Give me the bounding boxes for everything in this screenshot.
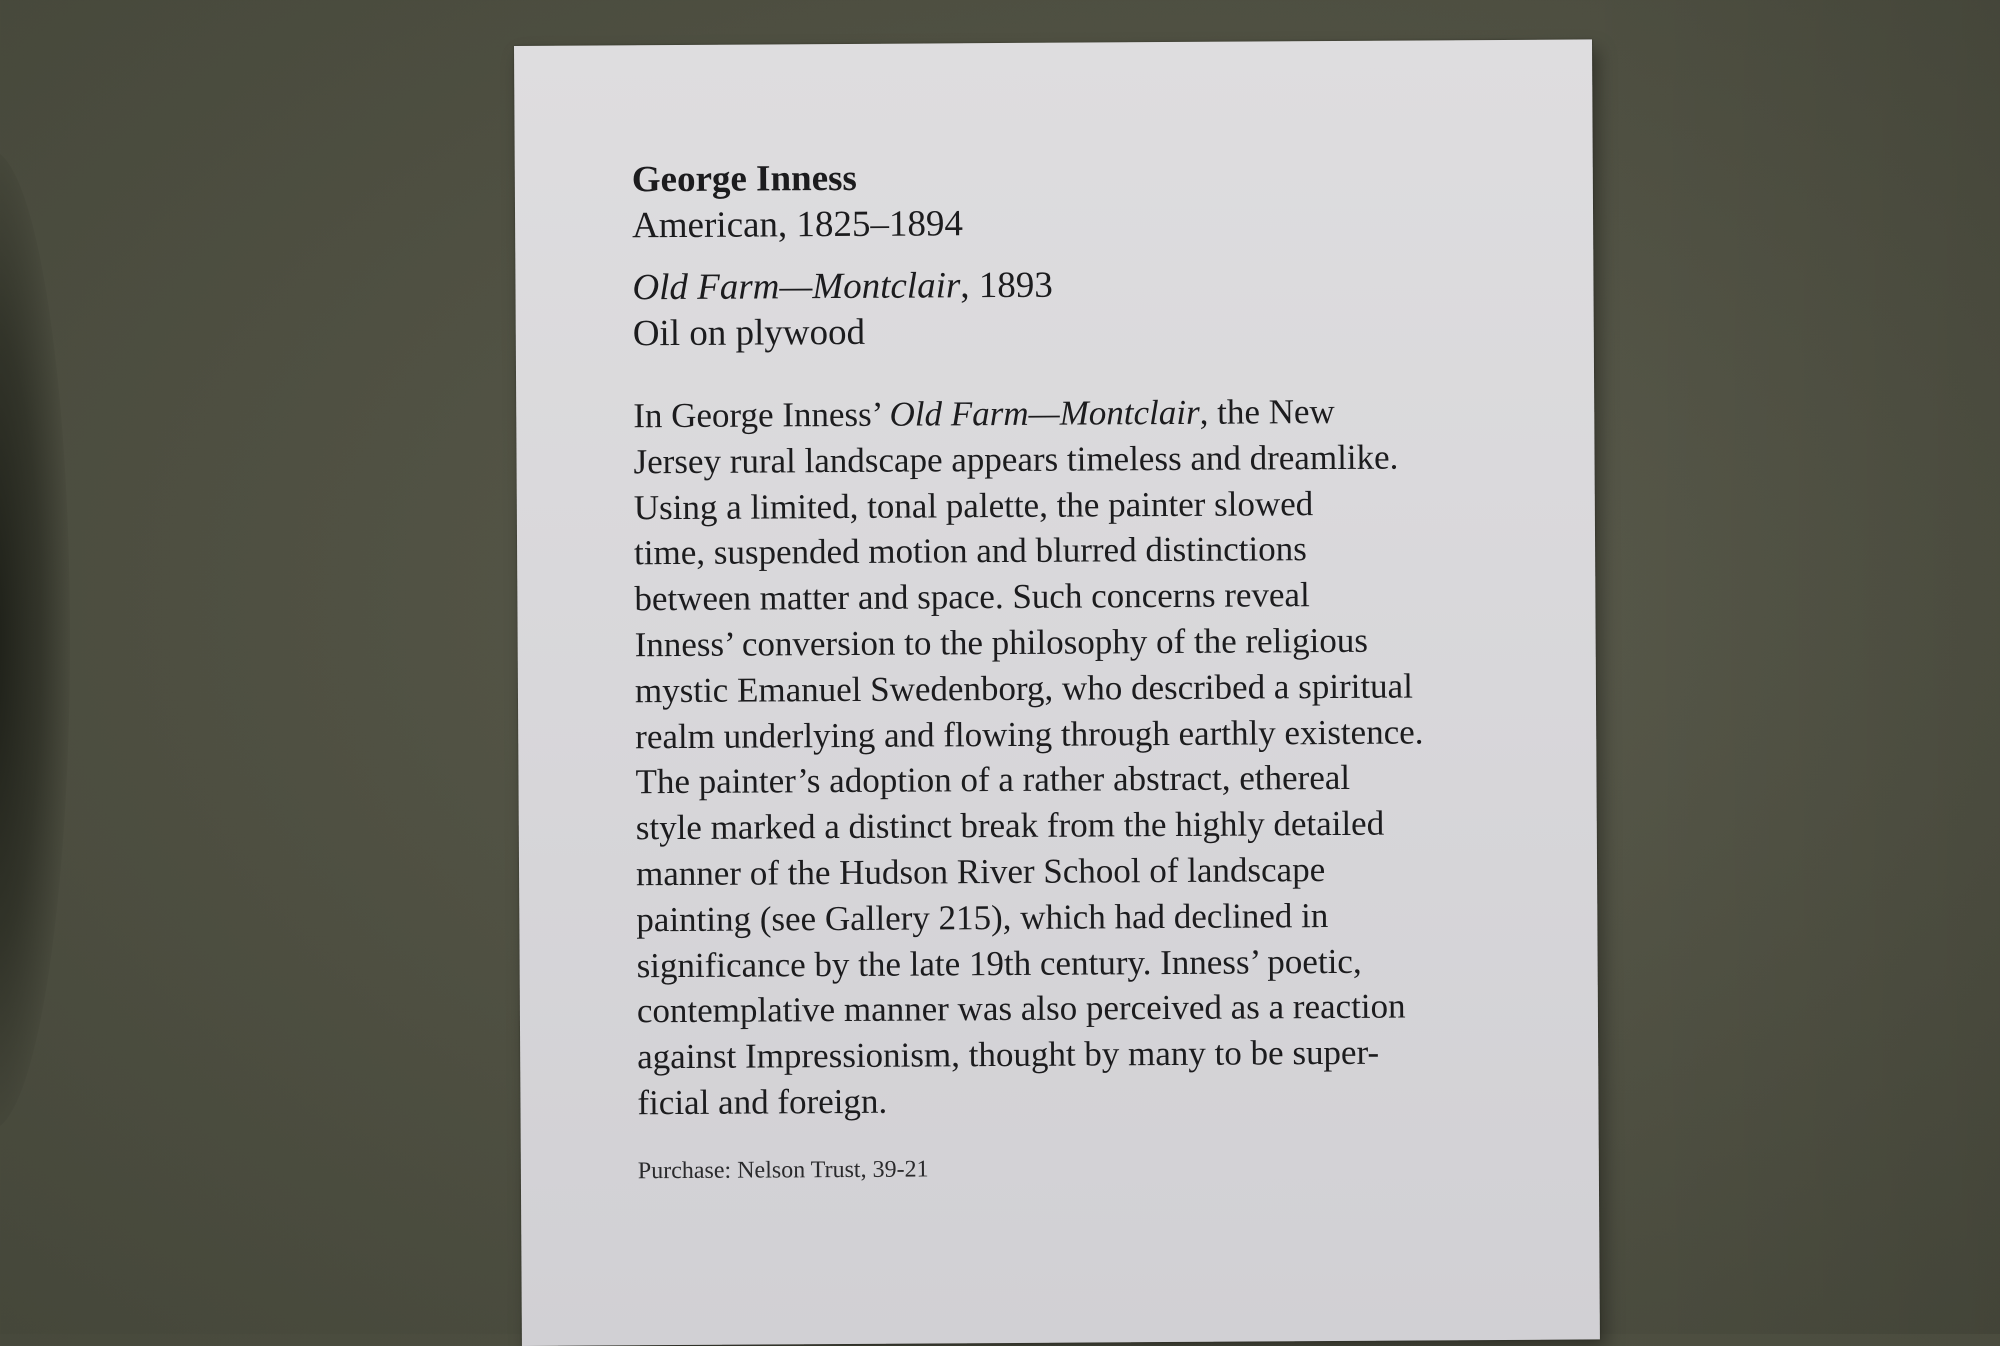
artist-name: George Inness — [631, 157, 858, 201]
artwork-medium: Oil on plywood — [632, 311, 866, 355]
description-line: ficial and foreign. — [637, 1081, 888, 1123]
description-line: painting (see Gallery 215), which had declined in — [636, 895, 1329, 940]
description-line: Using a limited, tonal palette, the painter slowed — [633, 483, 1314, 527]
description-line: realm underlying and flowing through earthly existence. — [635, 712, 1424, 756]
description-line: contemplative manner was also perceived as a reaction — [636, 986, 1406, 1031]
description-line: Jersey rural landscape appears timeless and dreamlike. — [633, 437, 1399, 482]
description-title-italic: Old Farm—Montclair — [889, 392, 1200, 434]
description-line: Inness’ conversion to the philosophy of the religious — [634, 620, 1369, 665]
description-line: significance by the late 19th century. Inness’ poetic, — [636, 941, 1362, 985]
description-line: time, suspended motion and blurred distinctions — [633, 529, 1307, 573]
artwork-title: Old Farm—Montclair — [632, 265, 961, 309]
description-text: In George Inness’ — [633, 394, 890, 436]
description-line: against Impressionism, thought by many to be super- — [637, 1032, 1380, 1077]
description-line: mystic Emanuel Swedenborg, who described a spiritual — [634, 666, 1413, 711]
description-line: style marked a distinct break from the highly detailed — [635, 803, 1385, 848]
description-line — [633, 388, 1493, 439]
credit-line: Purchase: Nelson Trust, 39-21 — [637, 1156, 929, 1185]
label-content — [632, 152, 1498, 1186]
museum-label-card — [514, 39, 1600, 1346]
description-text: , the New — [1199, 391, 1335, 432]
description-line: The painter’s adoption of a rather abstract, ethereal — [635, 758, 1351, 802]
artwork-title-line — [632, 260, 1492, 311]
description-line: manner of the Hudson River School of landscape — [635, 850, 1326, 894]
wall-shadow — [0, 150, 70, 1130]
label-description — [633, 388, 1497, 1126]
artist-nationality-dates: American, 1825–1894 — [631, 203, 964, 247]
artwork-year: , 1893 — [960, 264, 1053, 307]
description-line: between matter and space. Such concerns reveal — [634, 575, 1310, 619]
wall-shade — [1570, 0, 2000, 1334]
